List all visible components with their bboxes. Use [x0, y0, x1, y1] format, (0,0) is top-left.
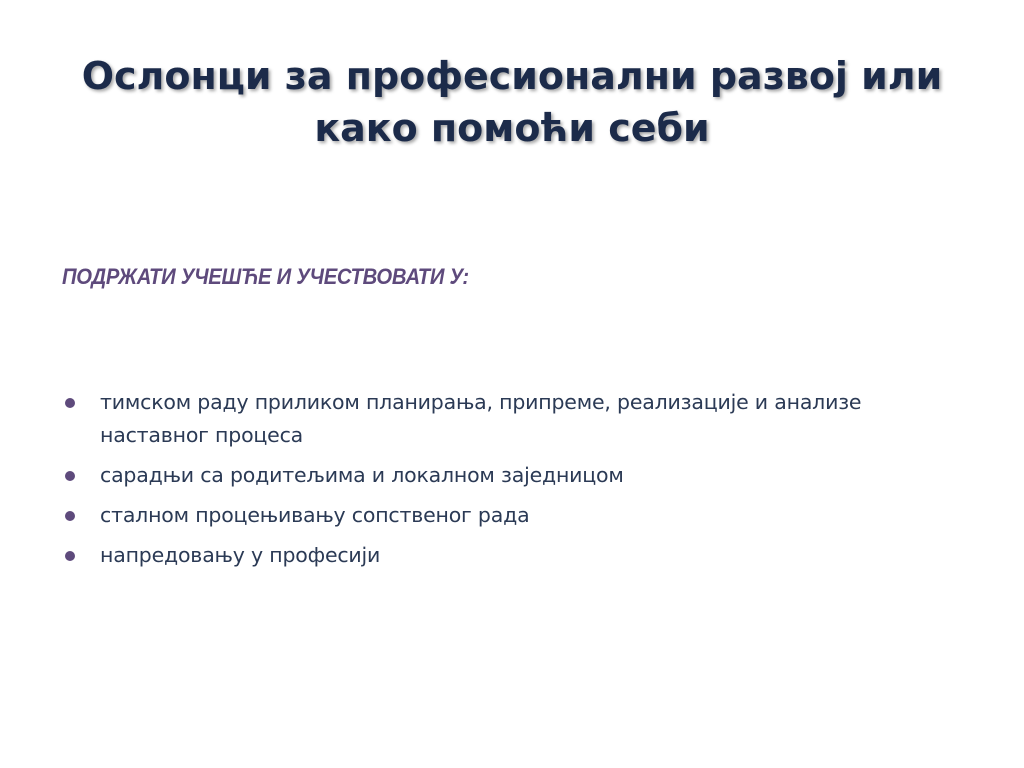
bullet-item: [62, 499, 922, 532]
bullet-list: [62, 386, 922, 579]
bullet-dot-icon: [65, 471, 75, 481]
slide-subtitle: ПОДРЖАТИ УЧЕШЋЕ И УЧЕСТВОВАТИ У:: [62, 264, 469, 289]
bullet-dot-icon: [65, 551, 75, 561]
bullet-text: напредовању у професији: [100, 543, 381, 567]
bullet-text: тимском раду приликом планирања, припреме, реализације и анализе наставног процеса: [100, 390, 862, 447]
slide-title-line-2: како помоћи себи: [314, 106, 710, 150]
bullet-text: сталном процењивању сопственог рада: [100, 503, 530, 527]
slide-title: [40, 50, 984, 154]
bullet-item: [62, 459, 922, 492]
slide-title-line-1: Ослонци за професионални развој или: [81, 54, 943, 98]
bullet-item: [62, 539, 922, 572]
bullet-dot-icon: [65, 398, 75, 408]
bullet-dot-icon: [65, 511, 75, 521]
bullet-item: [62, 386, 922, 452]
bullet-text: сарадњи са родитељима и локалном заједницом: [100, 463, 624, 487]
